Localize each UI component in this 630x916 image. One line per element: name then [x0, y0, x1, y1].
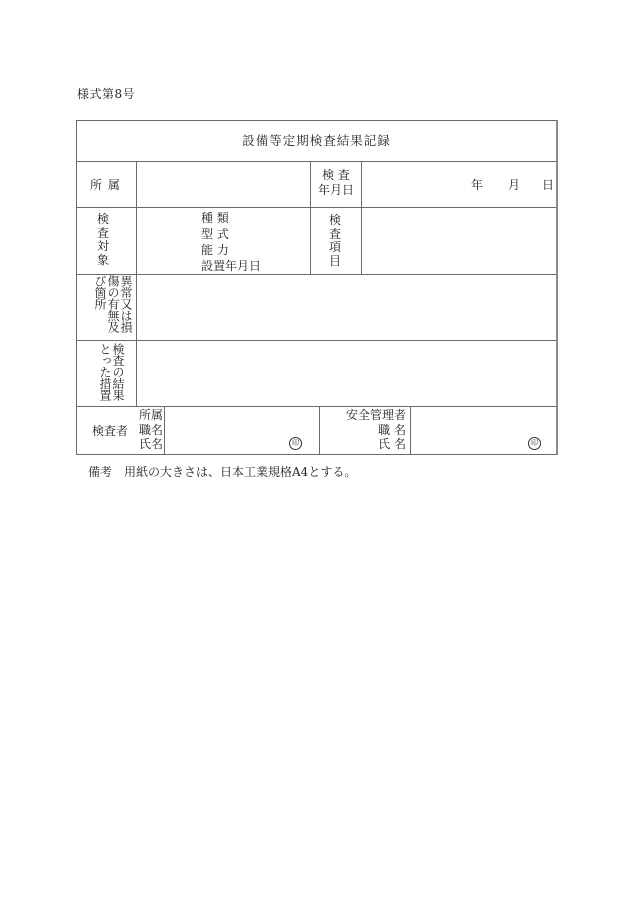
inspector-label: 検査者 [92, 424, 129, 438]
inspection-record-form [76, 120, 558, 455]
target-item-capacity: 能 力 [201, 243, 229, 257]
inspection-date-field[interactable] [362, 162, 557, 206]
abnormality-damage-label: 異常又は損傷の有無及び箇所 [93, 275, 133, 333]
inspector-signature-field[interactable] [165, 407, 318, 454]
inspection-target-label [97, 213, 109, 267]
date-day-label: 日 [542, 178, 555, 192]
seal-icon: 印 [289, 437, 302, 450]
safety-manager-field-title: 職 名 [378, 422, 406, 437]
remarks-label: 備考 [88, 465, 113, 479]
inspection-target-items[interactable] [201, 210, 261, 274]
affiliation-field[interactable] [137, 162, 309, 206]
label-char: 対 [97, 239, 110, 253]
label-char: 項 [329, 240, 342, 254]
inspector-field-title: 職名 [138, 422, 163, 437]
abnormality-damage-field[interactable] [137, 275, 557, 340]
label-char: 検 [97, 212, 110, 226]
remarks-text: 用紙の大きさは、日本工業規格A4とする。 [124, 465, 357, 479]
target-item-type: 種 類 [201, 211, 229, 225]
seal-icon: 印 [528, 437, 541, 450]
inspector-field-affiliation: 所属 [138, 408, 163, 422]
inspection-date-label-line1: 検 査 [322, 168, 350, 182]
date-month-label: 月 [508, 178, 521, 192]
remarks-note [88, 463, 356, 480]
label-char: 査 [329, 226, 342, 241]
measures-taken-field[interactable] [137, 341, 557, 406]
target-item-model: 型 式 [201, 227, 229, 241]
label-char: 検 [329, 213, 342, 227]
target-item-install-date: 設置年月日 [201, 259, 262, 273]
form-number: 様式第8号 [77, 87, 136, 101]
safety-manager-signature-field[interactable] [411, 407, 556, 454]
inspection-items-field[interactable] [362, 208, 557, 273]
safety-manager-field-name: 氏 名 [378, 437, 406, 451]
measures-taken-label: 検査の結果とった措置 [98, 343, 125, 401]
inspector-fields [137, 408, 163, 452]
label-char: 象 [97, 252, 110, 267]
label-char: 目 [329, 253, 342, 268]
safety-manager-label: 安全管理者 [345, 408, 406, 422]
inspector-field-name: 氏名 [138, 437, 163, 451]
inspection-items-label [329, 214, 341, 268]
affiliation-label: 所 属 [90, 178, 121, 192]
inspection-date-label [311, 168, 361, 198]
date-year-label: 年 [471, 178, 484, 192]
inspection-date-label-line2: 年月日 [317, 183, 354, 197]
form-title: 設備等定期検査結果記録 [242, 133, 391, 148]
label-char: 査 [97, 225, 110, 240]
safety-manager-fields [320, 408, 406, 452]
